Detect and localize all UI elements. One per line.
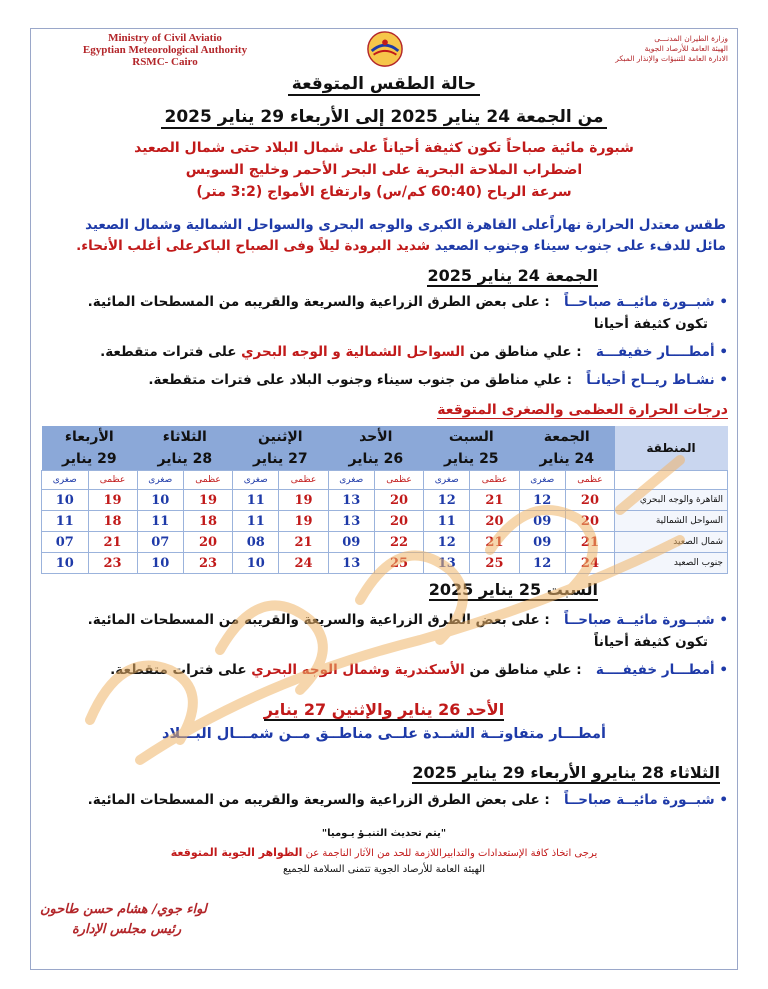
bullet-icon: •	[719, 612, 728, 628]
region-name: شمال الصعيد	[615, 532, 728, 553]
max-temp: 20	[374, 490, 423, 511]
fog-label: شبــورة مائيــة صباحــاً	[563, 612, 715, 628]
min-temp: 09	[519, 532, 565, 553]
max-label: عظمى	[88, 471, 137, 490]
max-label: عظمى	[183, 471, 232, 490]
saturday-heading-text: السبت 25 يناير 2025	[428, 580, 598, 599]
max-temp: 18	[183, 511, 232, 532]
advice-text: يرجى اتخاذ كافة الإستعدادات والتدابيراللازمة للحد من الآثار الناجمة عن	[305, 848, 598, 859]
friday-heading	[427, 266, 598, 285]
saturday-heading	[429, 580, 598, 599]
warning-line: شبورة مائية صباحاً تكون كثيفة أحياناً على شمال البلاد حتى شمال الصعيد	[134, 140, 634, 156]
summary-line-2	[76, 238, 726, 254]
day-header: الثلاثاء	[137, 426, 232, 448]
max-temp: 21	[88, 532, 137, 553]
date-header: 29 يناير	[42, 448, 138, 471]
header-ar-line: الهيئة العامة للأرصاد الجوية	[644, 44, 728, 53]
signature-title: رئيس مجلس الإدارة	[72, 922, 182, 937]
update-note: "يتم تحديث التنبـؤ يـوميا"	[321, 828, 447, 839]
date-header: 24 يناير	[519, 448, 614, 471]
max-temp: 20	[565, 490, 614, 511]
min-label: صغرى	[328, 471, 374, 490]
max-temp: 25	[470, 553, 519, 574]
day-header: الجمعة	[519, 426, 614, 448]
min-temp: 12	[424, 532, 470, 553]
min-temp: 12	[519, 553, 565, 574]
rain-areas: الأسكندرية وشمال الوجه البحري	[251, 662, 465, 678]
advice-line	[0, 846, 768, 859]
sunmon-text: أمطـــار متفاوتــة الشــدة علــى مناطــق مــن شمـــال البـــلاد	[162, 726, 606, 742]
bullet-icon: •	[719, 662, 728, 678]
header-en-line: RSMC- Cairo	[132, 56, 198, 68]
friday-rain-item	[100, 344, 728, 360]
signature-name: لواء جوي/ هشام حسن طاحون	[40, 902, 207, 917]
summary-warm-text: مائل للدفء على جنوب سيناء وجنوب الصعيد	[434, 238, 726, 254]
blank-cell	[615, 471, 728, 490]
tuewed-fog-item	[88, 792, 728, 808]
friday-fog-extra: تكون كثيفة أحيانا	[593, 316, 708, 332]
rain-text: : علي مناطق من	[469, 662, 582, 678]
min-temp: 07	[137, 532, 183, 553]
rain-text-end: على فترات متقطعة.	[110, 662, 247, 678]
summary-cold-text: شديد البرودة ليلاً وفى الصباح الباكرعلى أغلب الأنحاء.	[76, 238, 431, 254]
min-temp: 11	[233, 490, 279, 511]
tuewed-heading-text: الثلاثاء 28 ينايرو الأربعاء 29 يناير 2025	[412, 763, 720, 782]
max-temp: 20	[565, 511, 614, 532]
min-temp: 13	[328, 490, 374, 511]
min-temp: 11	[233, 511, 279, 532]
date-header: 28 يناير	[137, 448, 232, 471]
min-temp: 10	[137, 553, 183, 574]
max-temp: 20	[374, 511, 423, 532]
saturday-fog-item	[88, 612, 728, 628]
fog-text: : على بعض الطرق الزراعية والسريعة والقريبه من المسطحات المائية.	[87, 612, 550, 628]
saturday-rain-item	[110, 662, 728, 678]
max-temp: 24	[565, 553, 614, 574]
max-temp: 21	[565, 532, 614, 553]
header-english	[70, 32, 260, 68]
bullet-icon: •	[719, 344, 728, 360]
day-header: الإثنين	[233, 426, 328, 448]
min-temp: 11	[42, 511, 89, 532]
saturday-fog-extra: تكون كثيفة أحياناً	[593, 634, 708, 650]
day-header: السبت	[424, 426, 519, 448]
header-en-line: Ministry of Civil Aviatio	[108, 32, 222, 44]
max-temp: 19	[183, 490, 232, 511]
max-label: عظمى	[470, 471, 519, 490]
min-temp: 07	[42, 532, 89, 553]
warning-line: اضطراب الملاحة البحرية على البحر الأحمر وخليج السويس	[185, 162, 583, 178]
wind-label: نشـاط ريــاح أحيانـاً	[586, 372, 715, 388]
min-label: صغرى	[519, 471, 565, 490]
min-temp: 10	[42, 490, 89, 511]
page-title-text: حالة الطقس المتوقعة	[288, 74, 480, 96]
max-temp: 20	[183, 532, 232, 553]
min-temp: 12	[424, 490, 470, 511]
max-label: عظمى	[374, 471, 423, 490]
min-label: صغرى	[42, 471, 89, 490]
max-label: عظمى	[279, 471, 328, 490]
rain-label: أمطـــار خفيفــــة	[595, 662, 715, 678]
table-row	[42, 553, 728, 574]
min-temp: 09	[328, 532, 374, 553]
date-header: 27 يناير	[233, 448, 328, 471]
fog-label: شبــورة مائيــة صباحــاً	[563, 294, 715, 310]
fog-text: : على بعض الطرق الزراعية والسريعة والقريبه من المسطحات المائية.	[87, 294, 550, 310]
sunmon-heading-text: الأحد 26 يناير والإثنين 27 يناير	[263, 700, 505, 719]
max-temp: 24	[279, 553, 328, 574]
max-temp: 21	[279, 532, 328, 553]
header-arabic	[548, 34, 728, 64]
min-temp: 08	[233, 532, 279, 553]
min-temp: 11	[424, 511, 470, 532]
friday-heading-text: الجمعة 24 يناير 2025	[427, 266, 598, 285]
authority-logo-icon	[366, 30, 404, 68]
max-temp: 20	[470, 511, 519, 532]
max-temp: 21	[470, 490, 519, 511]
fog-text: : على بعض الطرق الزراعية والسريعة والقريبه من المسطحات المائية.	[87, 792, 550, 808]
rain-areas: السواحل الشمالية و الوجه البحري	[241, 344, 465, 360]
min-label: صغرى	[233, 471, 279, 490]
min-temp: 10	[233, 553, 279, 574]
max-temp: 23	[88, 553, 137, 574]
max-temp: 19	[279, 490, 328, 511]
min-temp: 13	[328, 511, 374, 532]
temperature-table	[41, 426, 728, 574]
table-row	[42, 532, 728, 553]
region-name: القاهرة والوجه البحري	[615, 490, 728, 511]
bullet-icon: •	[719, 792, 728, 808]
fog-label: شبــورة مائيــة صباحــاً	[563, 792, 715, 808]
page-title	[0, 74, 768, 94]
region-header: المنطقة	[615, 426, 728, 471]
bullet-icon: •	[719, 294, 728, 310]
rain-text: : علي مناطق من	[469, 344, 582, 360]
min-temp: 10	[137, 490, 183, 511]
rain-text-end: على فترات متقطعة.	[100, 344, 237, 360]
max-temp: 18	[88, 511, 137, 532]
max-temp: 19	[279, 511, 328, 532]
min-label: صغرى	[424, 471, 470, 490]
max-temp: 19	[88, 490, 137, 511]
day-header: الأحد	[328, 426, 423, 448]
sunmon-heading	[0, 700, 768, 719]
friday-fog-item	[88, 294, 728, 310]
wind-text: : علي مناطق من جنوب سيناء وجنوب البلاد على فترات متقطعة.	[148, 372, 573, 388]
min-temp: 10	[42, 553, 89, 574]
warning-line: سرعة الرياح (60:40 كم/س) وارتفاع الأمواج (3:2 متر)	[196, 184, 572, 200]
table-row	[42, 490, 728, 511]
min-label: صغرى	[137, 471, 183, 490]
bullet-icon: •	[719, 372, 728, 388]
max-temp: 25	[374, 553, 423, 574]
max-temp: 22	[374, 532, 423, 553]
region-name: جنوب الصعيد	[615, 553, 728, 574]
friday-wind-item	[148, 372, 728, 388]
min-temp: 13	[424, 553, 470, 574]
rain-label: أمطــــار خفيفـــة	[595, 344, 715, 360]
advice-emphasis: الظواهر الجوية المتوقعة	[170, 846, 303, 859]
day-header: الأربعاء	[42, 426, 138, 448]
max-label: عظمى	[565, 471, 614, 490]
date-header: 26 يناير	[328, 448, 423, 471]
min-temp: 12	[519, 490, 565, 511]
header-ar-line: وزارة الطيران المدنـــى	[654, 34, 728, 43]
max-temp: 21	[470, 532, 519, 553]
date-header: 25 يناير	[424, 448, 519, 471]
region-name: السواحل الشمالية	[615, 511, 728, 532]
page-subtitle	[0, 107, 768, 127]
min-temp: 09	[519, 511, 565, 532]
min-temp: 13	[328, 553, 374, 574]
header-en-line: Egyptian Meteorological Authority	[82, 44, 248, 56]
summary-line-1: طقس معتدل الحرارة نهاراًعلى القاهرة الكبرى والوجه البحرى والسواحل الشمالية وشمال الصعيد	[85, 217, 726, 233]
max-temp: 23	[183, 553, 232, 574]
min-temp: 11	[137, 511, 183, 532]
page-subtitle-text: من الجمعة 24 يناير 2025 إلى الأربعاء 29 يناير 2025	[161, 107, 608, 129]
temps-title	[437, 402, 728, 418]
header-ar-line: الادارة العامة للتنبؤات والإنذار المبكر	[615, 54, 728, 63]
safety-line: الهيئة العامة للأرصاد الجوية تتمنى السلامة للجميع	[282, 864, 486, 875]
tuewed-heading	[412, 763, 720, 782]
table-row	[42, 511, 728, 532]
temps-title-text: درجات الحرارة العظمى والصغرى المتوقعة	[437, 402, 728, 418]
